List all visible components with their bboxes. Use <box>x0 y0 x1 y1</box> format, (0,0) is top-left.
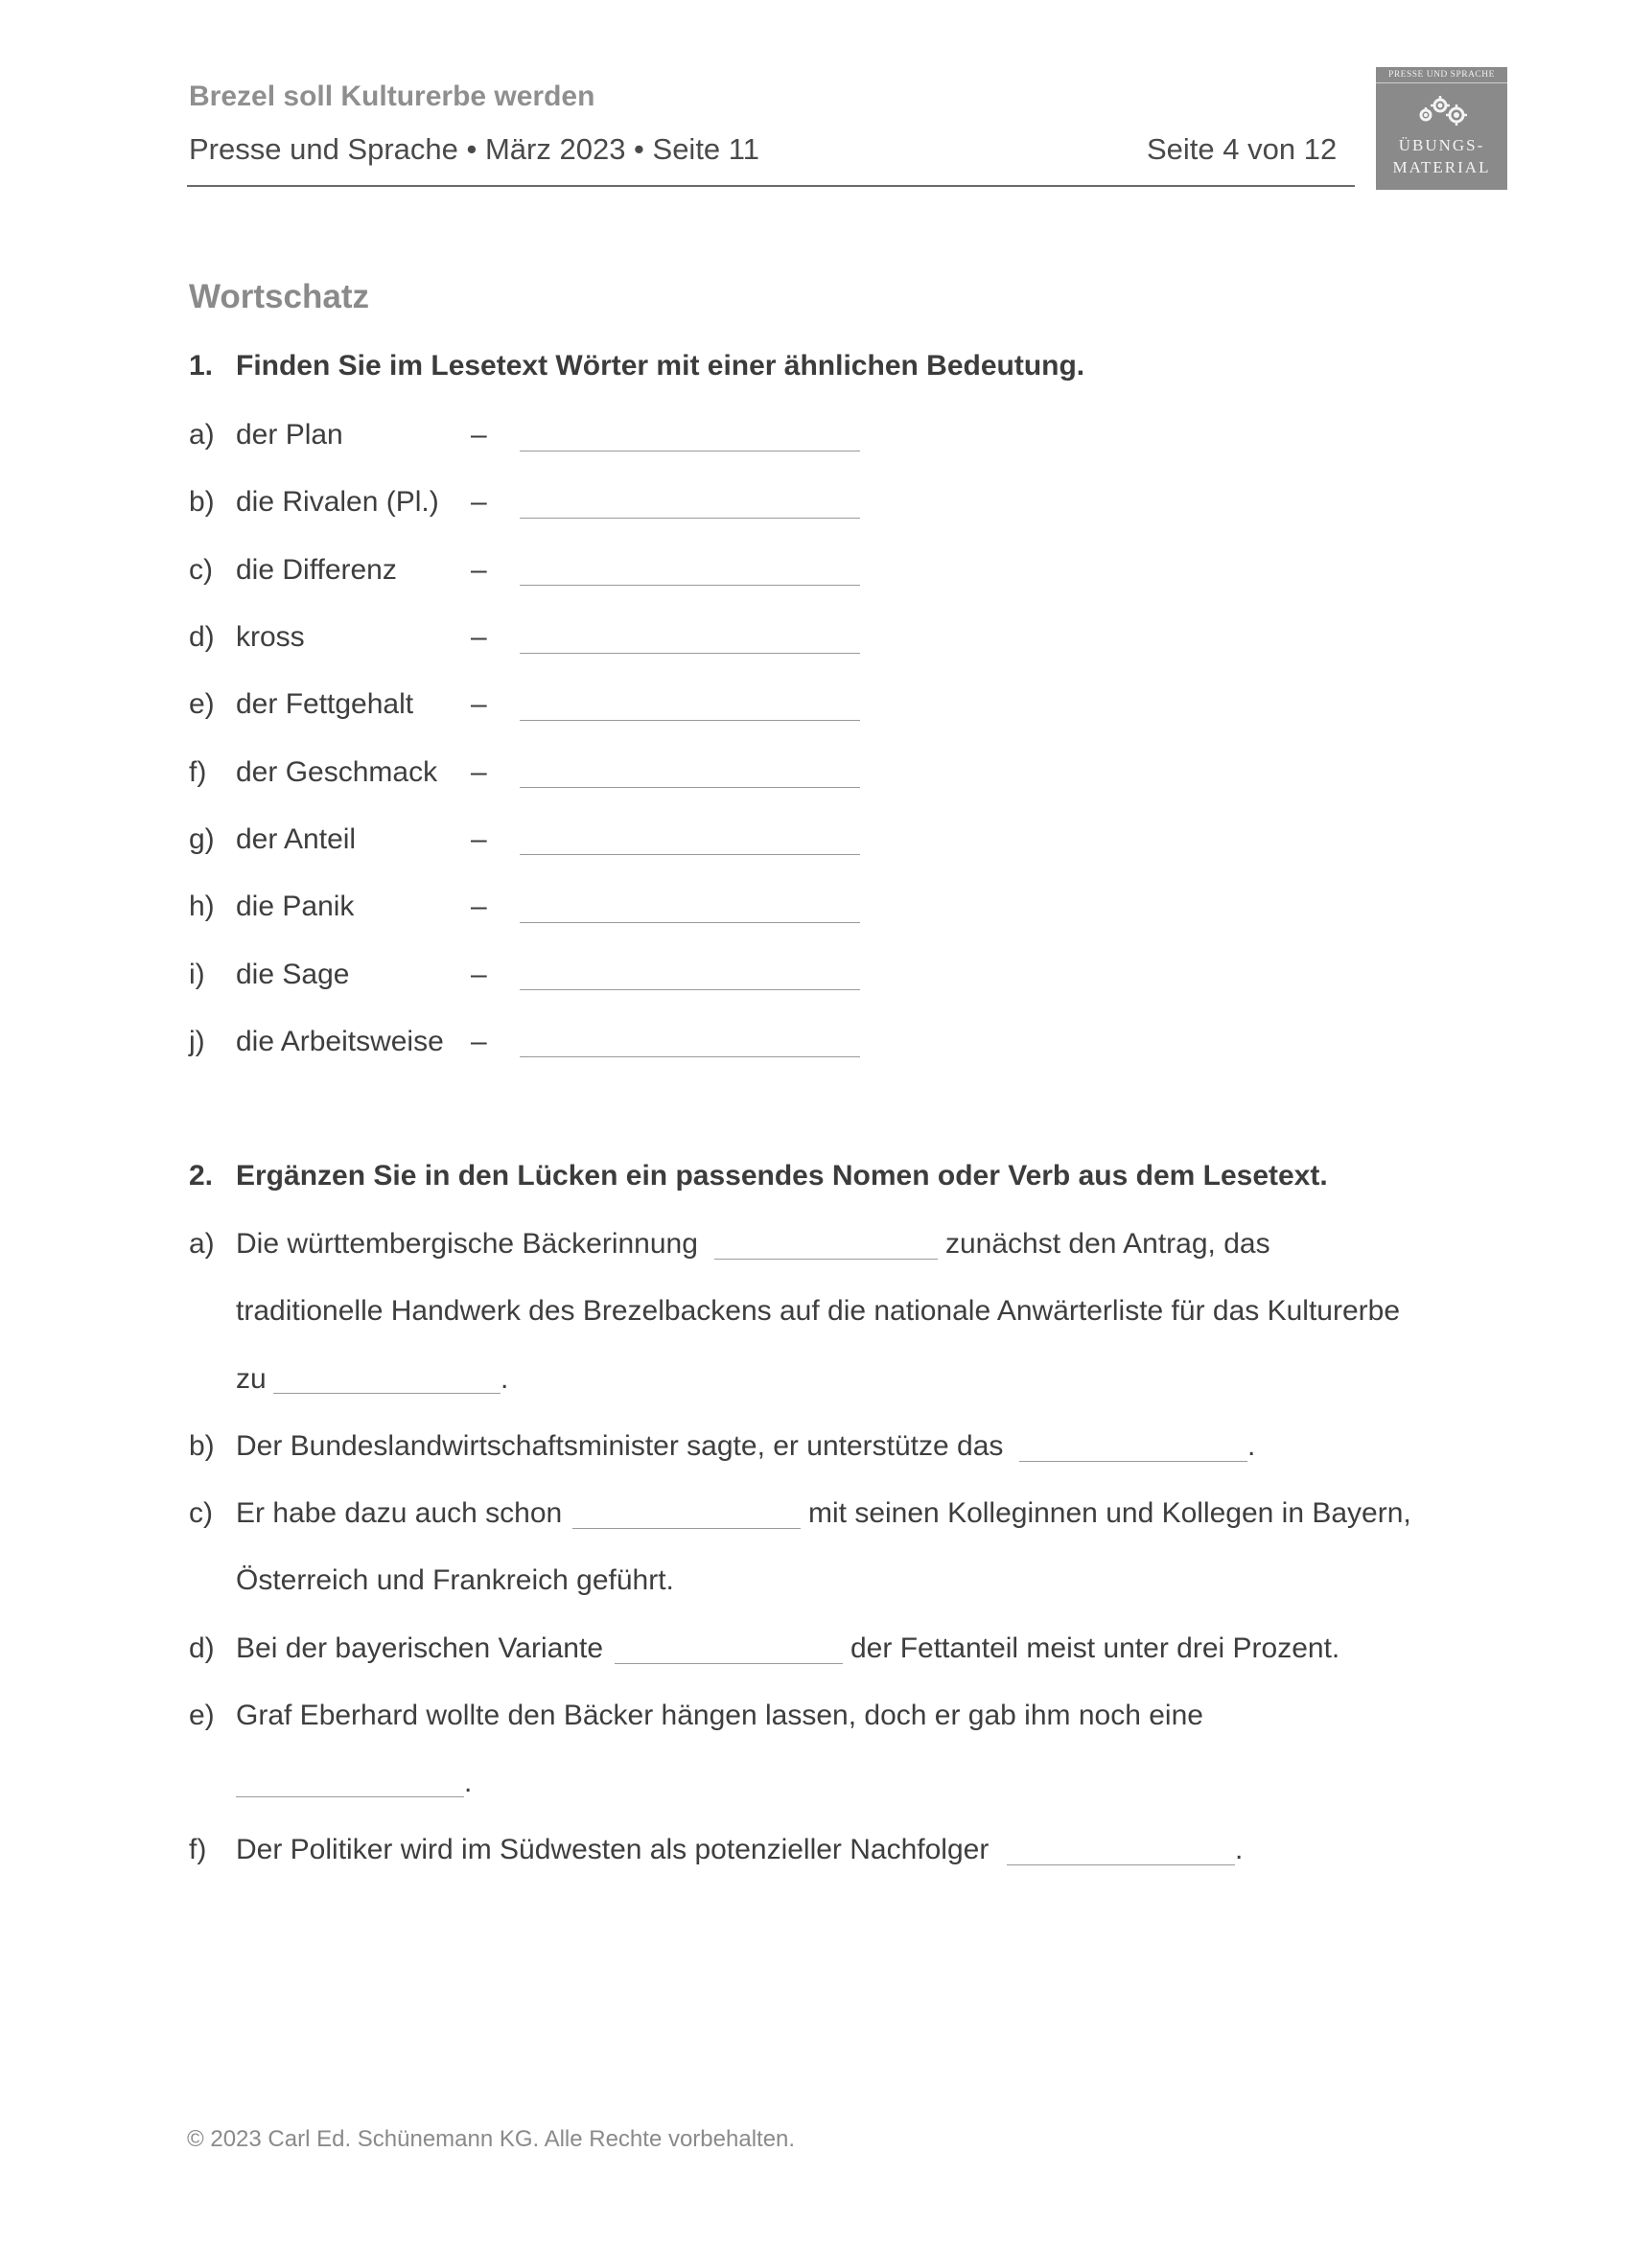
sentence-part: der Fettanteil meist unter drei Prozent. <box>850 1632 1340 1664</box>
sentence-end: . <box>464 1767 473 1798</box>
item-dash: – <box>471 486 487 518</box>
header-divider <box>187 185 1355 187</box>
uebungsmaterial-logo <box>1376 67 1507 190</box>
item-letter: a) <box>189 1228 215 1260</box>
logo-line1: ÜBUNGS- <box>1398 136 1485 154</box>
item-letter: e) <box>189 688 215 720</box>
section-title: Wortschatz <box>189 278 369 315</box>
item-word: die Panik <box>236 891 355 922</box>
gears-icon <box>1414 86 1472 132</box>
task1-number: 1. <box>189 350 214 382</box>
item-letter: b) <box>189 1430 215 1462</box>
answer-line[interactable] <box>520 720 860 721</box>
item-letter: f) <box>189 756 207 788</box>
answer-line[interactable] <box>520 922 860 923</box>
item-dash: – <box>471 419 487 451</box>
sentence-end: . <box>1235 1834 1244 1865</box>
sentence-part: Graf Eberhard wollte den Bäcker hängen lassen, doch er gab ihm noch eine <box>236 1700 1203 1731</box>
item-letter: d) <box>189 621 215 653</box>
answer-line[interactable] <box>520 854 860 855</box>
item-letter: d) <box>189 1632 215 1664</box>
item-letter: j) <box>189 1026 205 1057</box>
gap-line[interactable] <box>236 1796 464 1797</box>
item-dash: – <box>471 823 487 855</box>
sentence-part: Der Bundeslandwirtschaftsminister sagte, er unterstütze das <box>236 1430 1004 1462</box>
sentence-part: Die württembergische Bäckerinnung <box>236 1228 698 1260</box>
item-letter: h) <box>189 891 215 922</box>
gap-line[interactable] <box>615 1663 843 1664</box>
gap-line[interactable] <box>273 1393 501 1394</box>
item-word: die Arbeitsweise <box>236 1026 444 1057</box>
item-letter: a) <box>189 419 215 451</box>
item-letter: g) <box>189 823 215 855</box>
sentence-part: Bei der bayerischen Variante <box>236 1632 603 1664</box>
item-word: die Differenz <box>236 554 397 586</box>
item-dash: – <box>471 891 487 922</box>
sentence-end: . <box>501 1363 509 1395</box>
gap-line[interactable] <box>1007 1864 1235 1865</box>
sentence-part: zu <box>236 1363 267 1395</box>
sentence-part: mit seinen Kolleginnen und Kollegen in Bayern, <box>808 1497 1411 1529</box>
item-letter: c) <box>189 1497 213 1529</box>
sentence-part: Österreich und Frankreich geführt. <box>236 1564 674 1596</box>
item-dash: – <box>471 688 487 720</box>
answer-line[interactable] <box>520 585 860 586</box>
sentence-part: Der Politiker wird im Südwesten als potenzieller Nachfolger <box>236 1834 990 1865</box>
item-letter: c) <box>189 554 213 586</box>
logo-top-text: PRESSE UND SPRACHE <box>1376 70 1507 83</box>
task1-instruction: Finden Sie im Lesetext Wörter mit einer ähnlichen Bedeutung. <box>236 350 1085 382</box>
item-dash: – <box>471 621 487 653</box>
item-letter: b) <box>189 486 215 518</box>
sentence-part: zunächst den Antrag, das <box>945 1228 1270 1260</box>
item-word: die Sage <box>236 959 350 990</box>
header-subtitle: Presse und Sprache • März 2023 • Seite 11 <box>189 132 759 166</box>
header-title: Brezel soll Kulturerbe werden <box>189 81 595 112</box>
gap-line[interactable] <box>714 1259 938 1260</box>
gap-line[interactable] <box>1019 1461 1247 1462</box>
task2-number: 2. <box>189 1160 214 1192</box>
item-word: der Plan <box>236 419 343 451</box>
sentence-part: Er habe dazu auch schon <box>236 1497 563 1529</box>
item-word: kross <box>236 621 305 653</box>
answer-line[interactable] <box>520 1056 860 1057</box>
item-word: die Rivalen (Pl.) <box>236 486 439 518</box>
answer-line[interactable] <box>520 518 860 519</box>
item-word: der Anteil <box>236 823 357 855</box>
copyright-footer: © 2023 Carl Ed. Schünemann KG. Alle Rechte vorbehalten. <box>187 2126 796 2152</box>
answer-line[interactable] <box>520 787 860 788</box>
answer-line[interactable] <box>520 989 860 990</box>
logo-line2: MATERIAL <box>1392 158 1491 176</box>
item-word: der Geschmack <box>236 756 438 788</box>
item-dash: – <box>471 959 487 990</box>
page-info: Seite 4 von 12 <box>1147 132 1338 166</box>
item-word: der Fettgehalt <box>236 688 414 720</box>
answer-line[interactable] <box>520 653 860 654</box>
item-letter: f) <box>189 1834 207 1865</box>
gap-line[interactable] <box>572 1528 801 1529</box>
item-dash: – <box>471 554 487 586</box>
task2-instruction: Ergänzen Sie in den Lücken ein passendes Nomen oder Verb aus dem Lesetext. <box>236 1160 1328 1192</box>
sentence-part: traditionelle Handwerk des Brezelbackens auf die nationale Anwärterliste für das Kulturerbe <box>236 1295 1401 1327</box>
item-letter: i) <box>189 959 205 990</box>
item-dash: – <box>471 1026 487 1057</box>
item-dash: – <box>471 756 487 788</box>
sentence-end: . <box>1247 1430 1256 1462</box>
item-letter: e) <box>189 1700 215 1731</box>
